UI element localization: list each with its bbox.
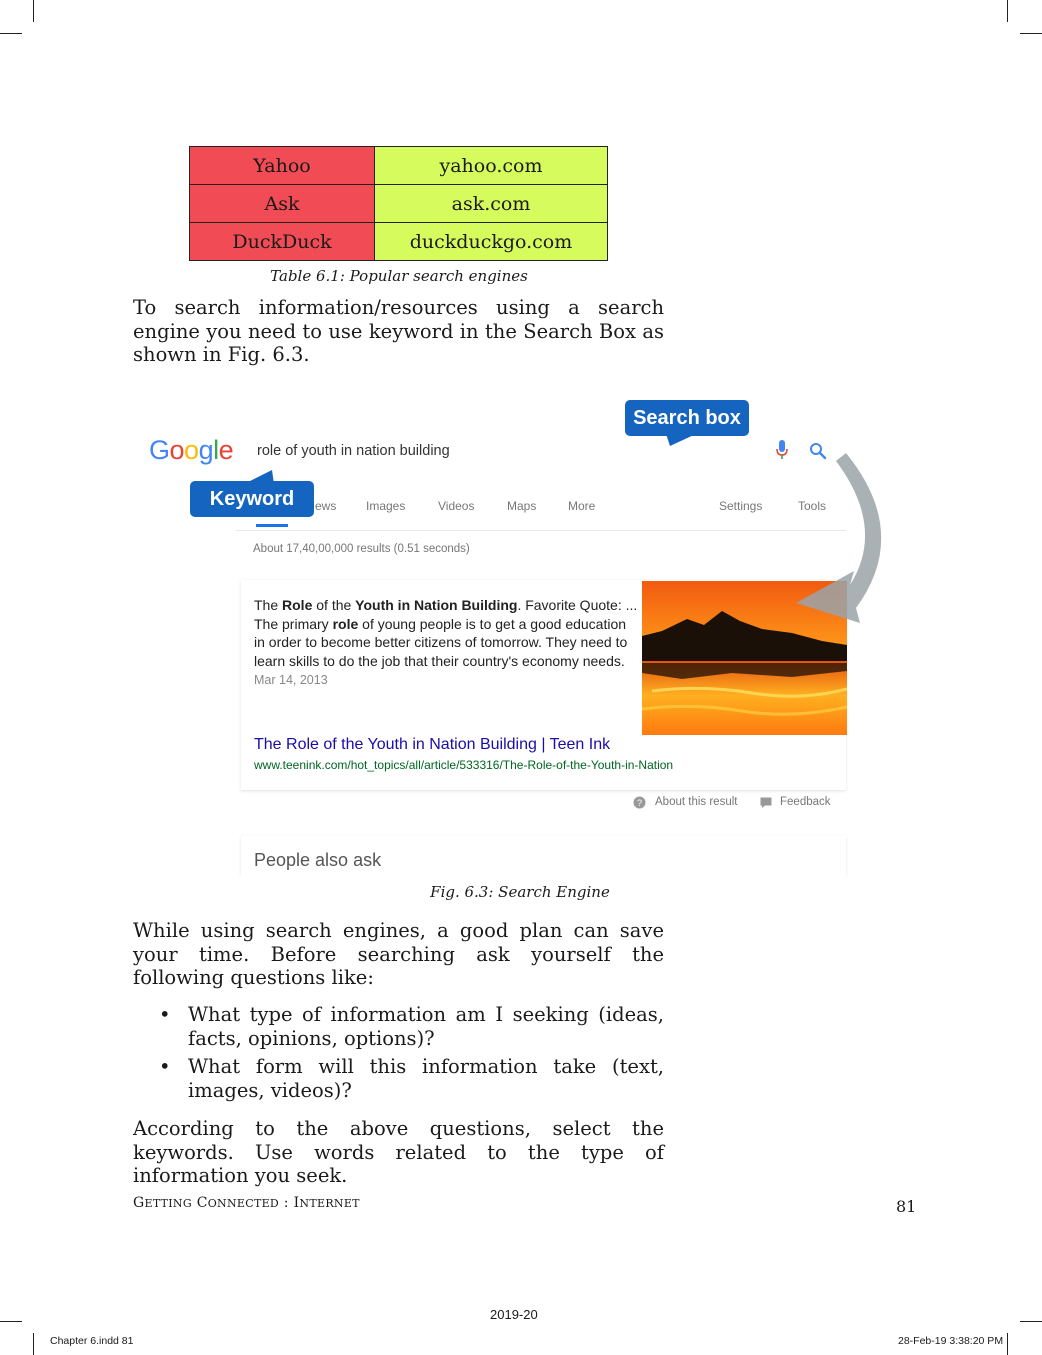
table-row [190, 147, 608, 185]
result-stats: About 17,40,00,000 results (0.51 seconds) [253, 543, 470, 555]
table-row [190, 185, 608, 223]
tab-tools: Tools [798, 499, 827, 513]
bullet-icon: • [159, 1055, 171, 1078]
about-this-result-link[interactable]: About this result [655, 796, 738, 808]
crop-mark [0, 33, 22, 34]
question-list [159, 1003, 664, 1107]
engine-name: Ask [190, 185, 375, 223]
crop-mark [1007, 0, 1008, 22]
active-tab-underline [256, 524, 288, 527]
tab-videos: Videos [438, 499, 475, 513]
search-query: role of youth in nation building [257, 443, 450, 459]
planning-paragraph: While using search engines, a good plan can save your time. Before searching ask yourself the following questions like: [133, 919, 664, 989]
feedback-link[interactable]: Feedback [780, 796, 831, 808]
table-caption: Table 6.1: Popular search engines [270, 267, 528, 285]
crop-mark [1007, 1333, 1008, 1355]
keyword-callout: Keyword [190, 481, 314, 517]
result-url: www.teenink.com/hot_topics/all/article/533316/The-Role-of-the-Youth-in-Nation [254, 758, 674, 772]
search-box-callout: Search box [625, 400, 749, 436]
intro-paragraph: To search information/resources using a search engine you need to use keyword in the Search Box as shown in Fig. 6.3. [133, 296, 664, 366]
table-row [190, 223, 608, 261]
callout-pointer-icon [666, 434, 696, 448]
list-item: • What form will this information take (text, images, videos)? [159, 1055, 664, 1102]
crop-mark [1020, 33, 1042, 34]
page-number: 81 [896, 1197, 917, 1216]
crop-mark [0, 1321, 22, 1322]
tab-settings: Settings [719, 499, 763, 513]
feedback-icon [760, 797, 772, 808]
print-slug-right: 28-Feb-19 3:38:20 PM [898, 1335, 1004, 1347]
edition-year: 2019-20 [490, 1307, 538, 1322]
google-logo: Google [149, 435, 234, 465]
crop-mark [33, 0, 34, 22]
search-engine-figure [136, 378, 906, 876]
svg-text:?: ? [636, 798, 643, 808]
people-also-ask-heading: People also ask [254, 850, 382, 870]
tab-more: More [568, 499, 596, 513]
figure-caption: Fig. 6.3: Search Engine [430, 883, 610, 901]
curved-arrow-icon [736, 443, 906, 643]
engine-url: ask.com [375, 185, 608, 223]
featured-snippet-text: The Role of the Youth in Nation Building. Favorite Quote: ... The primary role of young people is to get a good education in order to become better citizens of tomorrow. They need to learn skills to do the job that their country's economy needs. Mar 14, 2013 [254, 597, 638, 687]
search-engines-table [189, 146, 608, 261]
print-slug-left: Chapter 6.indd 81 [50, 1335, 134, 1347]
bullet-icon: • [159, 1003, 171, 1026]
engine-url: duckduckgo.com [375, 223, 608, 261]
snippet-date: Mar 14, 2013 [254, 673, 328, 687]
engine-name: Yahoo [190, 147, 375, 185]
tab-news: ews [315, 499, 337, 513]
help-icon [633, 796, 646, 809]
engine-name: DuckDuck [190, 223, 375, 261]
crop-mark [33, 1333, 34, 1355]
result-title-link[interactable]: The Role of the Youth in Nation Building | Teen Ink [254, 736, 611, 753]
callout-pointer-icon [244, 470, 274, 484]
running-head: GETTING CONNECTED : INTERNET [133, 1195, 360, 1211]
crop-mark [1020, 1321, 1042, 1322]
tab-maps: Maps [507, 499, 537, 513]
list-item: • What type of information am I seeking (ideas, facts, opinions, options)? [159, 1003, 664, 1050]
tab-images: Images [366, 499, 406, 513]
engine-url: yahoo.com [375, 147, 608, 185]
keywords-paragraph: According to the above questions, select the keywords. Use words related to the type of information you seek. [133, 1117, 664, 1187]
